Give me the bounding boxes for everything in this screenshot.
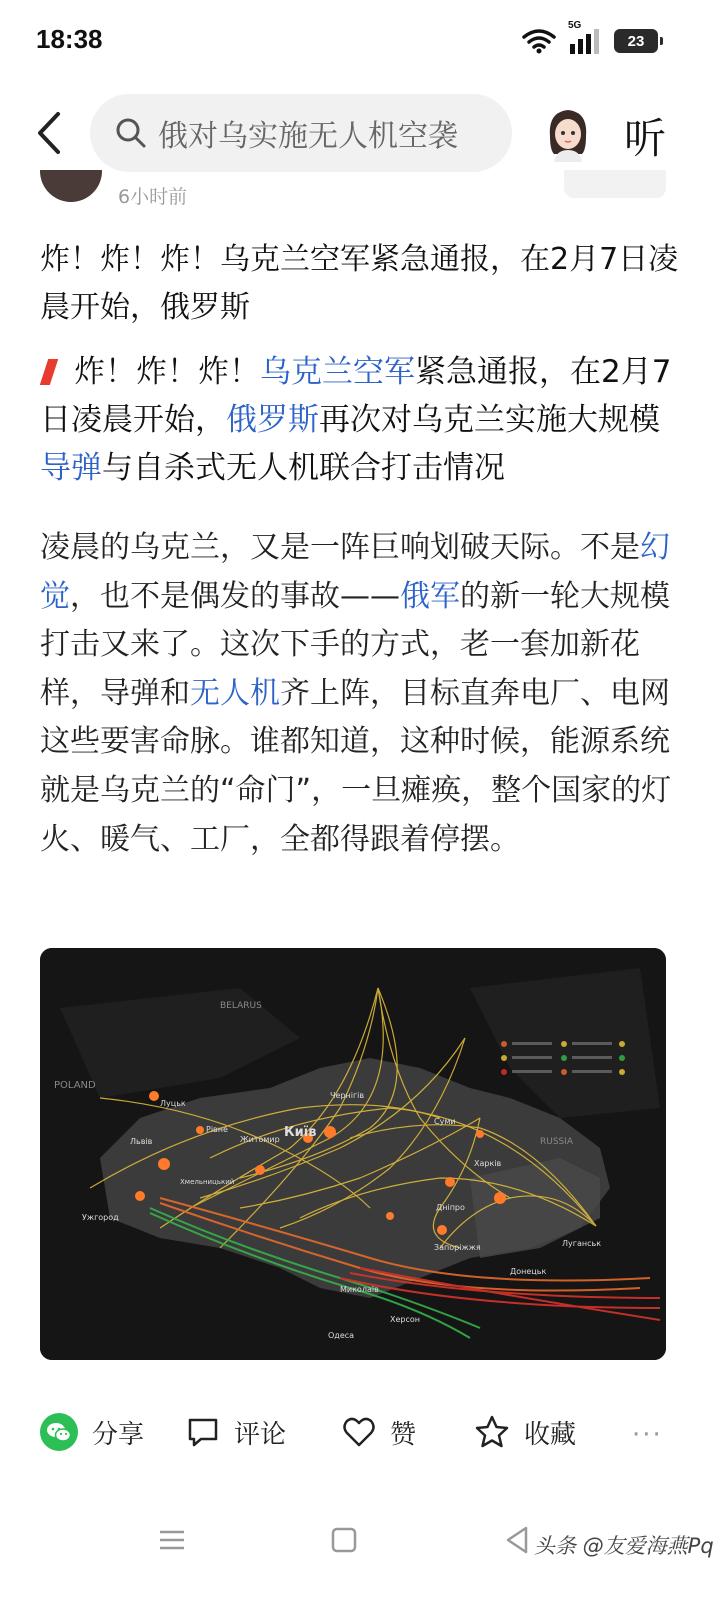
article-body: [40, 524, 680, 864]
star-icon: [474, 1414, 510, 1450]
link-missile[interactable]: 导弹: [40, 450, 102, 486]
attack-map-image[interactable]: [40, 948, 666, 1360]
map-label-chernihiv: Чернігів: [330, 1091, 365, 1100]
map-label-donetsk: Донецьк: [510, 1267, 547, 1276]
author-row: [0, 170, 720, 210]
favorite-button[interactable]: [474, 1410, 576, 1454]
map-label-khmelnytskyi: Хмельницький: [180, 1178, 235, 1186]
back-arrow-icon[interactable]: [30, 110, 70, 156]
status-icons: [522, 20, 658, 56]
article-headline: [40, 348, 680, 492]
system-nav-bar: [0, 1500, 720, 1604]
search-input[interactable]: [90, 94, 512, 172]
body-text: 齐上阵，目标直奔电厂、电网这些要害命脉。谁都知道，这种时候，能源系统就是乌克兰的“命门”，一旦瘫痪，整个国家的灯火、暖气、工厂，全都得跟着停摆。: [40, 675, 672, 857]
headline-text: 与自杀式无人机联合打击情况: [102, 450, 505, 486]
map-label-zhytomyr: Житомир: [240, 1135, 280, 1144]
map-label-uzhhorod: Ужгород: [82, 1213, 119, 1222]
comment-icon: [186, 1415, 220, 1449]
link-ukraine-air-force[interactable]: 乌克兰空军: [260, 354, 415, 390]
search-placeholder: 俄对乌实施无人机空袭: [158, 119, 458, 154]
assistant-avatar-icon[interactable]: [542, 106, 594, 162]
body-text: 的新一轮大规模打击又来了。这次下手的方式，老一套加新花样，导弹和: [40, 578, 670, 711]
comment-button[interactable]: [186, 1410, 286, 1454]
map-label-dnipro: Дніпро: [436, 1203, 465, 1212]
author-avatar[interactable]: [40, 170, 102, 202]
map-label-zaporizhzhia: Запоріжжя: [434, 1243, 481, 1252]
post-time: 6小时前: [118, 186, 188, 208]
map-label-luhansk: Луганськ: [562, 1239, 602, 1248]
link-illusion[interactable]: 幻觉: [40, 530, 670, 614]
action-bar: [0, 1398, 720, 1468]
battery-indicator: 23: [614, 29, 658, 53]
heart-icon: [342, 1415, 376, 1449]
map-label-lviv: Львів: [130, 1137, 153, 1146]
headline-text: 炸！炸！炸！: [74, 354, 260, 390]
map-label-rivne: Рівне: [206, 1125, 228, 1134]
share-label: 分享: [92, 1419, 145, 1450]
body-text: ，也不是偶发的事故——: [70, 578, 400, 614]
article-title: 炸！炸！炸！乌克兰空军紧急通报，在2月7日凌晨开始，俄罗斯: [40, 242, 679, 325]
map-label-belarus: BELARUS: [220, 1001, 262, 1011]
network-type: 5G: [568, 20, 582, 31]
favorite-label: 收藏: [524, 1419, 577, 1450]
map-label-lutsk: Луцьк: [160, 1099, 186, 1108]
share-button[interactable]: [40, 1410, 144, 1454]
map-label-russia: RUSSIA: [540, 1137, 574, 1147]
like-label: 赞: [390, 1419, 417, 1450]
highlight-marker-icon: [40, 359, 58, 385]
map-label-kyiv: Київ: [284, 1125, 317, 1140]
map-label-kharkiv: Харків: [474, 1159, 502, 1168]
comment-label: 评论: [234, 1419, 287, 1450]
listen-button[interactable]: 听: [624, 114, 667, 163]
follow-button[interactable]: [564, 170, 666, 198]
link-russian-army[interactable]: 俄军: [400, 578, 460, 614]
link-drone[interactable]: 无人机: [190, 675, 280, 711]
wifi-icon: [522, 28, 556, 54]
attack-map-graphic: [40, 948, 666, 1360]
map-label-odesa: Одеса: [328, 1331, 355, 1340]
search-icon: [114, 116, 148, 150]
map-label-poland: POLAND: [54, 1080, 96, 1091]
headline-text: 再次对乌克兰实施大规模: [319, 402, 660, 438]
status-time: 18:38: [36, 24, 103, 54]
headline-text: 紧急通报，在2月7日凌晨开始，: [40, 354, 672, 438]
map-label-kherson: Херсон: [390, 1315, 421, 1324]
menu-icon[interactable]: [152, 1520, 192, 1560]
more-options-button[interactable]: ···: [632, 1420, 663, 1450]
like-button[interactable]: [342, 1410, 416, 1454]
map-label-sumy: Суми: [434, 1117, 456, 1126]
top-header: [0, 88, 720, 178]
map-label-mykolaiv: Миколаїв: [340, 1285, 379, 1294]
home-icon[interactable]: [324, 1520, 364, 1560]
wechat-icon: [40, 1413, 78, 1451]
watermark: 头条 @友爱海燕Pq: [534, 1534, 714, 1558]
cellular-signal-icon: [568, 20, 602, 54]
body-text: 凌晨的乌克兰，又是一阵巨响划破天际。不是: [40, 530, 640, 565]
back-triangle-icon[interactable]: [498, 1520, 538, 1560]
link-russia[interactable]: 俄罗斯: [226, 402, 319, 438]
status-bar: [0, 0, 720, 80]
